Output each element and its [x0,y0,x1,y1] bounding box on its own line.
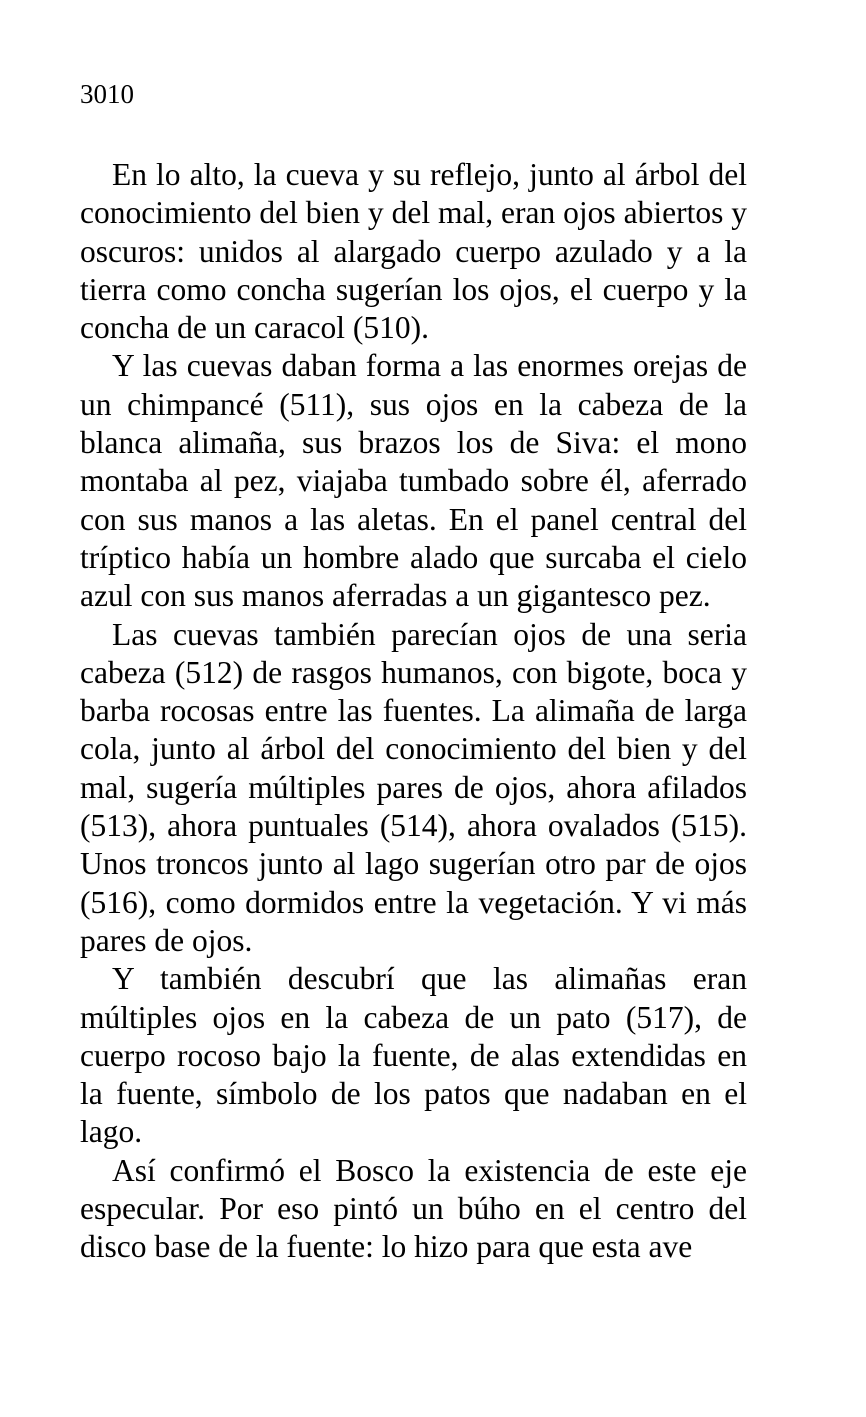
paragraph-2: Y las cuevas daban forma a las enormes orejas de un chimpancé (511), sus ojos en la cabeza de la blanca alimaña, sus brazos los de Siva: el mono montaba al pez, viajaba tumbado sobre él, aferrado con sus manos a las aletas. En el panel central del tríptico había un hombre alado que surcaba el cielo azul con sus manos aferradas a un gigantesco pez. [80,348,747,614]
paragraph-5: Así confirmó el Bosco la existencia de este eje especular. Por eso pintó un búho en el centro del disco base de la fuente: lo hizo para que esta ave [80,1152,747,1265]
paragraph-4: Y también descubrí que las alimañas eran múltiples ojos en la cabeza de un pato (517), de cuerpo rocoso bajo la fuente, de alas extendidas en la fuente, símbolo de los patos que nadaban en el lago. [80,961,747,1150]
page-number: 3010 [80,79,134,109]
paragraph-3: Las cuevas también parecían ojos de una seria cabeza (512) de rasgos humanos, con bigote, boca y barba rocosas entre las fuentes. La alimaña de larga cola, junto al árbol del conocimiento del bien y del mal, sugería múltiples pares de ojos, ahora afilados (513), ahora puntuales (514), ahora ovalados (515). Unos troncos junto al lago sugerían otro par de ojos (516), como dormidos entre la vegetación. Y vi más pares de ojos. [80,616,747,958]
body-text [80,156,747,1267]
paragraph-1: En lo alto, la cueva y su reflejo, junto al árbol del conocimiento del bien y del mal, eran ojos abiertos y oscuros: unidos al alargado cuerpo azulado y a la tierra como concha sugerían los ojos, el cuerpo y la concha de un caracol (510). [80,157,747,346]
